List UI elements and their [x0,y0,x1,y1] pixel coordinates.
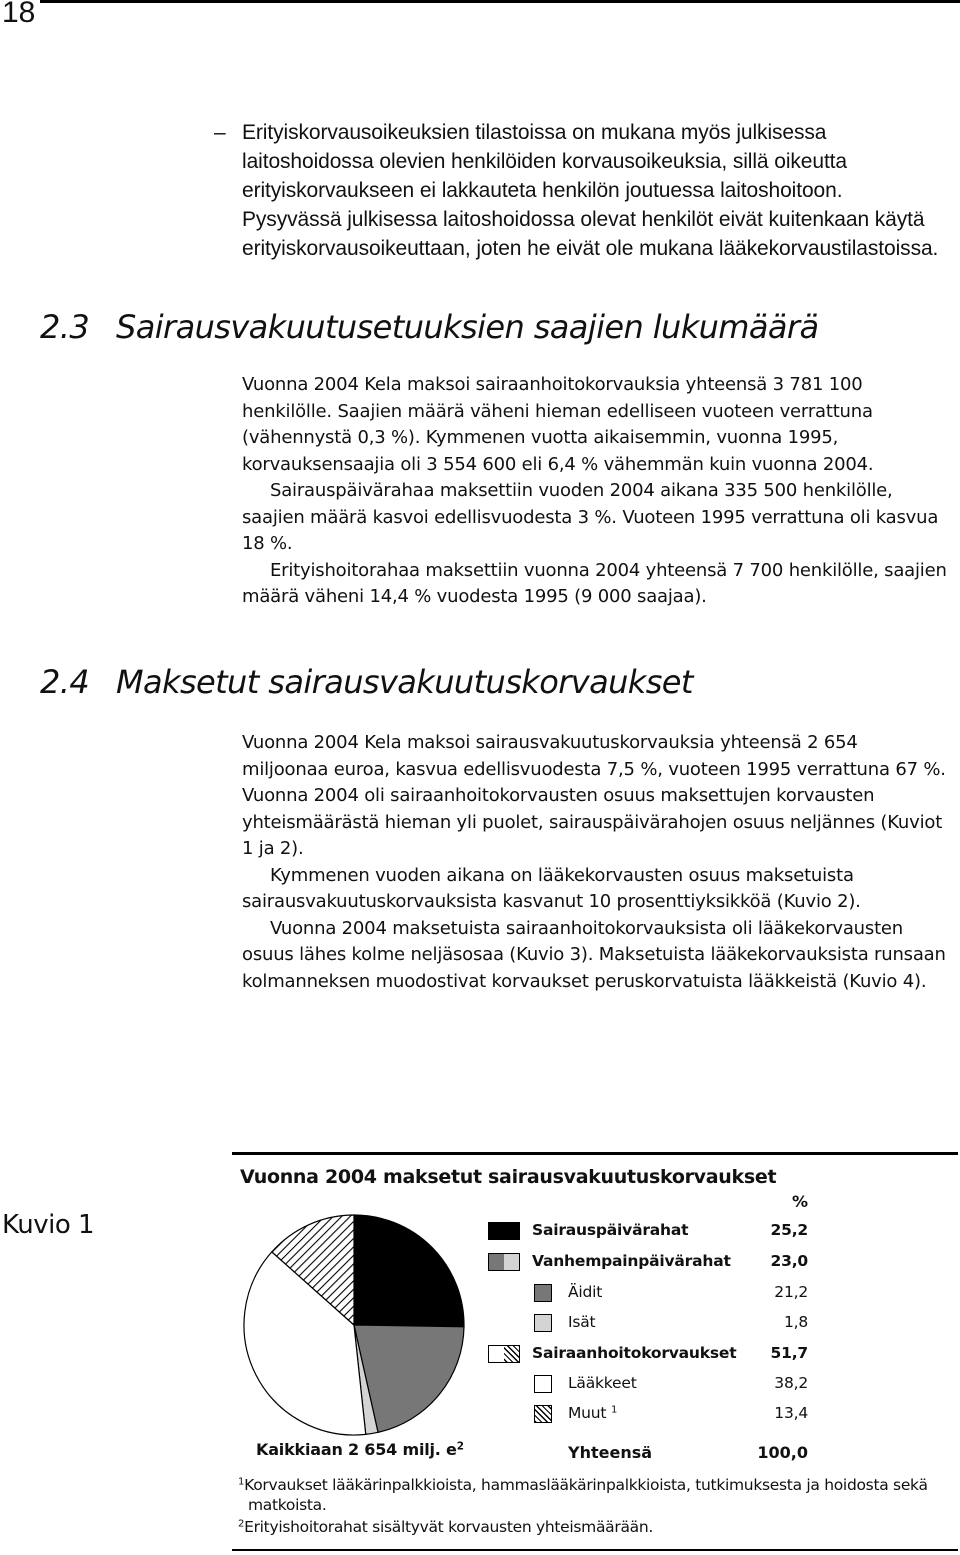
footnote-text: Erityishoitorahat sisältyvät korvausten yhteismäärään. [244,1518,653,1536]
paragraph: Vuonna 2004 Kela maksoi sairaanhoitokorvauksia yhteensä 3 781 100 henkilölle. Saajien määrä väheni hieman edelliseen vuoteen verrattuna (vähennystä 0,3 %). Kymmenen vuotta aikaisemmin, vuonna 1995, korvauksensaajia oli 3 554 600 eli 6,4 % vähemmän kuin vuonna 2004. [242,374,874,475]
bullet-text: Erityiskorvausoikeuksien tilastoissa on mukana myös julkisessa laitoshoidossa olevien henkilöiden korvausoikeuksia, sillä oikeutta erityiskorvaukseen ei lakkauteta henkilön joutuessa laitoshoitoon. Pysyvässä julkisessa laitoshoidossa olevat henkilöt eivät kuitenkaan käytä erityiskorvausoikeuttaan, joten he eivät ole mukana lääkekorvaustilastoissa. [242,121,939,260]
legend-swatch [488,1222,520,1240]
legend-row-sairaanhoitokorvaukset [488,1343,808,1367]
legend-value: 25,2 [770,1221,808,1239]
paragraph: Kymmenen vuoden aikana on lääkekorvausten osuus maksetuista sairausvakuutuskorvauksista kasvanut 10 prosenttiyksikköä (Kuvio 2). [242,864,861,912]
footnote-mark: 1 [238,1476,245,1488]
footnote-mark: 2 [238,1518,245,1530]
legend-swatch [534,1314,552,1332]
legend-label: Isät [568,1313,596,1331]
percent-header: % [791,1192,808,1211]
legend-label: Sairaanhoitokorvaukset [532,1344,737,1362]
figure-bottom-rule [232,1549,958,1551]
total-value: 100,0 [757,1443,808,1462]
bullet-dash: – [214,121,226,144]
legend-row-sairauspaivarahat [488,1220,808,1244]
footnote-mark: 1 [611,1404,618,1416]
legend-label: Sairauspäivärahat [532,1221,689,1239]
figure-label: Kuvio 1 [2,1210,95,1240]
legend-swatch [488,1253,520,1271]
paragraph: Vuonna 2004 Kela maksoi sairausvakuutuskorvauksia yhteensä 2 654 miljoonaa euroa, kasvua edellisvuodesta 7,5 %, vuoteen 1995 verrattuna 67 %. Vuonna 2004 oli sairaanhoitokorvausten osuus maksettujen korvausten yhteismäärästä hieman yli puolet, sairauspäivärahojen osuus neljännes (Kuviot 1 ja 2). [242,732,946,859]
legend-label [568,1404,617,1422]
figure-top-rule [232,1152,958,1155]
figure-title: Vuonna 2004 maksetut sairausvakuutuskorvaukset [240,1166,777,1188]
page-number: 18 [2,0,36,29]
total-amount-text: Kaikkiaan 2 654 milj. e [256,1440,457,1459]
footnote-mark: 2 [456,1440,464,1453]
bullet-note [214,118,942,263]
total-amount [256,1440,464,1459]
footnote-1 [238,1475,960,1515]
legend-label-text: Muut [568,1404,607,1422]
legend-row-vanhempainpaivarahat [488,1251,808,1275]
section-heading-2-4 [40,663,693,701]
legend-row-aidit [488,1282,808,1306]
section-2-3-body [242,372,947,611]
legend-value: 38,2 [774,1374,808,1392]
paragraph: Vuonna 2004 maksetuista sairaanhoitokorvauksista oli lääkekorvausten osuus lähes kolme neljäsosaa (Kuvio 3). Maksetuista lääkekorvauksista runsaan kolmanneksen muodostivat korvaukset peruskorvatuista lääkkeistä (Kuvio 4). [242,917,946,992]
legend-row-isat [488,1312,808,1336]
section-2-4-body [242,730,947,995]
legend-value: 21,2 [774,1283,808,1301]
legend-swatch [534,1375,552,1393]
top-rule [40,0,960,3]
pie-chart [238,1209,470,1441]
legend-swatch [488,1345,520,1363]
footnote-2 [238,1517,958,1537]
legend-swatch [534,1284,552,1302]
legend-value: 1,8 [783,1313,808,1331]
legend-swatch [534,1405,552,1423]
legend-label: Lääkkeet [568,1374,637,1392]
legend-value: 23,0 [770,1252,808,1270]
footnote-text: Korvaukset lääkärinpalkkioista, hammaslääkärinpalkkioista, tutkimuksesta ja hoidosta sekä matkoista. [244,1476,928,1514]
pie-slice-sairauspäivärahat [354,1215,464,1327]
paragraph: Erityishoitorahaa maksettiin vuonna 2004 yhteensä 7 700 henkilölle, saajien määrä väheni 14,4 % vuodesta 1995 (9 000 saajaa). [242,559,947,607]
paragraph: Sairauspäivärahaa maksettiin vuoden 2004 aikana 335 500 henkilölle, saajien määrä kasvoi edellisvuodesta 3 %. Vuoteen 1995 verrattuna oli kasvua 18 %. [242,480,939,554]
total-label: Yhteensä [568,1443,653,1462]
legend-value: 13,4 [774,1404,808,1422]
legend-label: Vanhempainpäivärahat [532,1252,731,1270]
section-title: Maksetut sairausvakuutuskorvaukset [116,663,693,701]
legend-row-muut [488,1403,808,1427]
section-number: 2.3 [40,308,90,346]
section-number: 2.4 [40,663,90,701]
legend-value: 51,7 [770,1344,808,1362]
legend-label: Äidit [568,1283,603,1301]
section-title: Sairausvakuutusetuuksien saajien lukumäärä [116,308,819,346]
section-heading-2-3 [40,308,818,346]
legend-row-laakkeet [488,1373,808,1397]
